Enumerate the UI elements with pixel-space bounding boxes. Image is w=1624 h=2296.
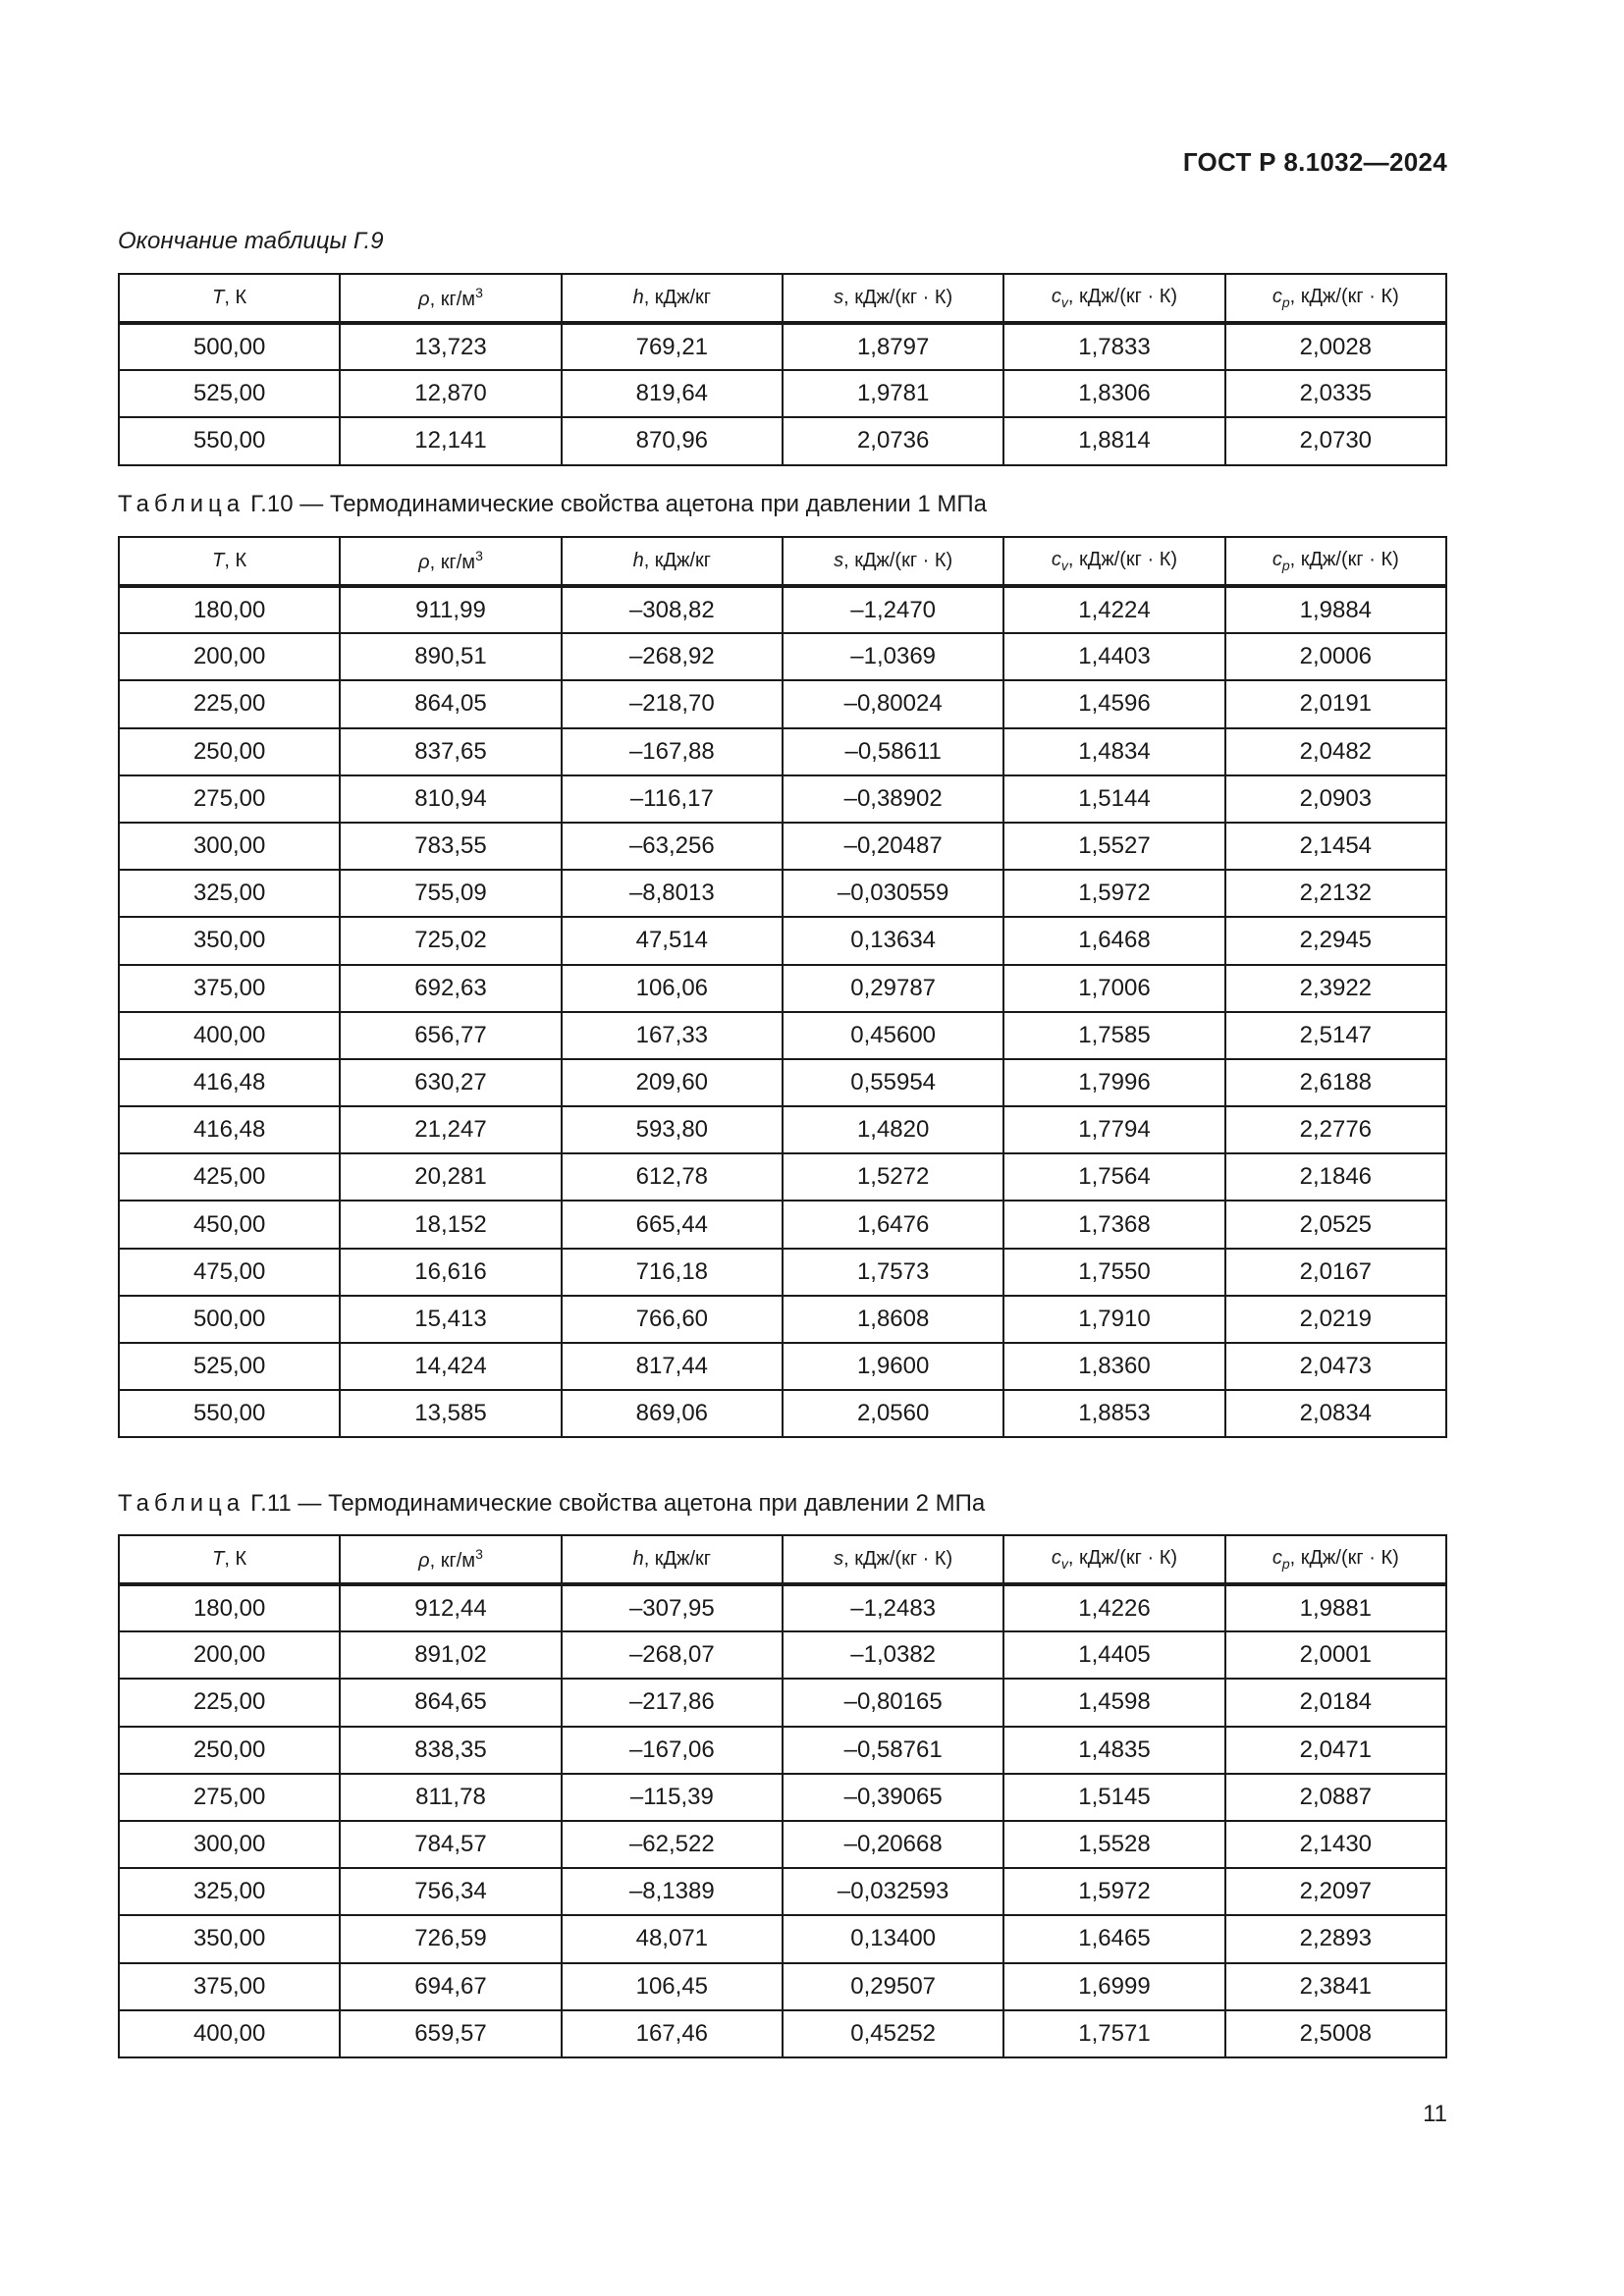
cell-rho: 12,141 (340, 417, 561, 464)
table-row (119, 1201, 1446, 1248)
cell-cv: 1,5145 (1003, 1774, 1224, 1821)
cell-s: –0,030559 (783, 870, 1003, 917)
cell-cp: 2,0028 (1225, 323, 1446, 370)
cell-h: –217,86 (562, 1679, 783, 1726)
cell-cp: 1,9884 (1225, 586, 1446, 633)
cell-T: 225,00 (119, 680, 340, 727)
table-row (119, 1679, 1446, 1726)
cell-rho: 783,55 (340, 823, 561, 870)
table-row (119, 633, 1446, 680)
table-header (119, 274, 1446, 323)
cell-rho: 912,44 (340, 1584, 561, 1631)
cell-T: 250,00 (119, 728, 340, 775)
cell-s: –0,38902 (783, 775, 1003, 823)
cell-rho: 13,723 (340, 323, 561, 370)
cell-rho: 630,27 (340, 1059, 561, 1106)
table-g11 (118, 1534, 1447, 2058)
cell-T: 400,00 (119, 1012, 340, 1059)
column-header-cp: $c_p$, кДж/(кг · К) (1225, 537, 1446, 586)
cell-cv: 1,8814 (1003, 417, 1224, 464)
table-row (119, 1106, 1446, 1153)
table-row (119, 1821, 1446, 1868)
cell-s: 0,29507 (783, 1963, 1003, 2010)
caption-text: Г.10 — Термодинамические свойства ацетона при давлении 1 МПа (250, 491, 987, 517)
cell-cv: 1,6468 (1003, 917, 1224, 964)
cell-h: 766,60 (562, 1296, 783, 1343)
cell-s: 0,45252 (783, 2010, 1003, 2057)
cell-T: 425,00 (119, 1153, 340, 1201)
cell-cp: 2,0473 (1225, 1343, 1446, 1390)
cell-cp: 2,0482 (1225, 728, 1446, 775)
table-g10 (118, 536, 1447, 1438)
cell-T: 525,00 (119, 1343, 340, 1390)
cell-rho: 756,34 (340, 1868, 561, 1915)
cell-rho: 12,870 (340, 370, 561, 417)
cell-cv: 1,7996 (1003, 1059, 1224, 1106)
table-body (119, 323, 1446, 465)
table-row (119, 1343, 1446, 1390)
cell-cv: 1,7550 (1003, 1249, 1224, 1296)
cell-cv: 1,7368 (1003, 1201, 1224, 1248)
cell-cv: 1,4224 (1003, 586, 1224, 633)
cell-T: 416,48 (119, 1106, 340, 1153)
cell-h: –268,92 (562, 633, 783, 680)
table-row (119, 586, 1446, 633)
cell-T: 500,00 (119, 1296, 340, 1343)
cell-T: 180,00 (119, 1584, 340, 1631)
cell-s: –0,20487 (783, 823, 1003, 870)
cell-T: 525,00 (119, 370, 340, 417)
cell-T: 180,00 (119, 586, 340, 633)
cell-h: 593,80 (562, 1106, 783, 1153)
cell-h: –115,39 (562, 1774, 783, 1821)
cell-T: 550,00 (119, 1390, 340, 1437)
cell-rho: 755,09 (340, 870, 561, 917)
column-header-cv: $c_v$, кДж/(кг · К) (1003, 274, 1224, 323)
caption-prefix: Таблица (118, 1490, 245, 1517)
cell-cv: 1,8306 (1003, 370, 1224, 417)
cell-cv: 1,4226 (1003, 1584, 1224, 1631)
cell-h: –218,70 (562, 680, 783, 727)
cell-s: 1,5272 (783, 1153, 1003, 1201)
cell-cv: 1,7585 (1003, 1012, 1224, 1059)
cell-h: 612,78 (562, 1153, 783, 1201)
cell-rho: 891,02 (340, 1631, 561, 1679)
cell-T: 250,00 (119, 1727, 340, 1774)
table-row (119, 1868, 1446, 1915)
cell-h: 819,64 (562, 370, 783, 417)
table-g10-caption (118, 491, 987, 518)
cell-s: 2,0736 (783, 417, 1003, 464)
cell-s: 2,0560 (783, 1390, 1003, 1437)
cell-cp: 2,2893 (1225, 1915, 1446, 1962)
cell-h: 870,96 (562, 417, 783, 464)
cell-T: 375,00 (119, 1963, 340, 2010)
table-row (119, 823, 1446, 870)
cell-cv: 1,5527 (1003, 823, 1224, 870)
cell-cp: 2,0834 (1225, 1390, 1446, 1437)
cell-cp: 2,6188 (1225, 1059, 1446, 1106)
cell-s: 1,8608 (783, 1296, 1003, 1343)
table-row (119, 417, 1446, 464)
cell-T: 350,00 (119, 1915, 340, 1962)
table-row (119, 323, 1446, 370)
cell-h: 665,44 (562, 1201, 783, 1248)
cell-cv: 1,6465 (1003, 1915, 1224, 1962)
cell-rho: 20,281 (340, 1153, 561, 1201)
column-header-rho: ρ, $кг/м^3$ (340, 537, 561, 586)
cell-s: 1,9600 (783, 1343, 1003, 1390)
cell-rho: 694,67 (340, 1963, 561, 2010)
table-row (119, 1915, 1446, 1962)
cell-cp: 2,0887 (1225, 1774, 1446, 1821)
cell-cv: 1,7564 (1003, 1153, 1224, 1201)
table-header (119, 537, 1446, 586)
cell-cp: 2,5147 (1225, 1012, 1446, 1059)
cell-cv: 1,4596 (1003, 680, 1224, 727)
cell-rho: 838,35 (340, 1727, 561, 1774)
cell-s: –0,58611 (783, 728, 1003, 775)
cell-h: –268,07 (562, 1631, 783, 1679)
page-number: 11 (1423, 2101, 1447, 2127)
cell-cv: 1,4835 (1003, 1727, 1224, 1774)
cell-s: –0,20668 (783, 1821, 1003, 1868)
table-g9-continuation-caption: Окончание таблицы Г.9 (118, 228, 384, 254)
column-header-rho: ρ, $кг/м^3$ (340, 1535, 561, 1584)
cell-s: –0,032593 (783, 1868, 1003, 1915)
table-row (119, 728, 1446, 775)
cell-cp: 2,0335 (1225, 370, 1446, 417)
cell-cv: 1,7833 (1003, 323, 1224, 370)
table-row (119, 1774, 1446, 1821)
table-g9 (118, 273, 1447, 466)
header-row (119, 274, 1446, 323)
cell-cp: 2,1846 (1225, 1153, 1446, 1201)
cell-h: 869,06 (562, 1390, 783, 1437)
table-row (119, 1153, 1446, 1201)
cell-cp: 2,0471 (1225, 1727, 1446, 1774)
cell-cv: 1,5972 (1003, 1868, 1224, 1915)
document-code: ГОСТ Р 8.1032—2024 (1182, 147, 1447, 177)
cell-h: 47,514 (562, 917, 783, 964)
cell-T: 200,00 (119, 1631, 340, 1679)
cell-cv: 1,5528 (1003, 1821, 1224, 1868)
cell-h: –8,8013 (562, 870, 783, 917)
cell-s: –0,39065 (783, 1774, 1003, 1821)
cell-cv: 1,7794 (1003, 1106, 1224, 1153)
header-row (119, 1535, 1446, 1584)
cell-h: 716,18 (562, 1249, 783, 1296)
cell-rho: 911,99 (340, 586, 561, 633)
column-header-cp: $c_p$, кДж/(кг · К) (1225, 1535, 1446, 1584)
cell-cv: 1,7910 (1003, 1296, 1224, 1343)
cell-T: 350,00 (119, 917, 340, 964)
table-row (119, 370, 1446, 417)
cell-h: 209,60 (562, 1059, 783, 1106)
cell-cv: 1,4834 (1003, 728, 1224, 775)
cell-cv: 1,7571 (1003, 2010, 1224, 2057)
cell-cp: 2,0903 (1225, 775, 1446, 823)
column-header-h: h, кДж/кг (562, 537, 783, 586)
cell-rho: 16,616 (340, 1249, 561, 1296)
cell-cv: 1,4598 (1003, 1679, 1224, 1726)
cell-cp: 2,2945 (1225, 917, 1446, 964)
cell-h: 106,06 (562, 965, 783, 1012)
cell-s: –1,0382 (783, 1631, 1003, 1679)
cell-h: –63,256 (562, 823, 783, 870)
cell-T: 400,00 (119, 2010, 340, 2057)
table-row (119, 2010, 1446, 2057)
cell-cv: 1,5144 (1003, 775, 1224, 823)
cell-T: 475,00 (119, 1249, 340, 1296)
cell-rho: 784,57 (340, 1821, 561, 1868)
cell-T: 200,00 (119, 633, 340, 680)
cell-cp: 2,3841 (1225, 1963, 1446, 2010)
column-header-T: T, К (119, 1535, 340, 1584)
cell-s: –1,0369 (783, 633, 1003, 680)
cell-s: 0,13400 (783, 1915, 1003, 1962)
column-header-h: h, кДж/кг (562, 274, 783, 323)
cell-T: 300,00 (119, 823, 340, 870)
table-row (119, 1963, 1446, 2010)
cell-T: 225,00 (119, 1679, 340, 1726)
table-header (119, 1535, 1446, 1584)
cell-rho: 18,152 (340, 1201, 561, 1248)
table-body (119, 586, 1446, 1437)
cell-T: 375,00 (119, 965, 340, 1012)
cell-s: 0,45600 (783, 1012, 1003, 1059)
cell-T: 275,00 (119, 775, 340, 823)
cell-cv: 1,8853 (1003, 1390, 1224, 1437)
cell-T: 450,00 (119, 1201, 340, 1248)
cell-h: –307,95 (562, 1584, 783, 1631)
table-row (119, 1249, 1446, 1296)
table-row (119, 1727, 1446, 1774)
cell-cv: 1,6999 (1003, 1963, 1224, 2010)
cell-T: 325,00 (119, 870, 340, 917)
cell-cp: 2,0006 (1225, 633, 1446, 680)
cell-rho: 659,57 (340, 2010, 561, 2057)
cell-s: 1,4820 (783, 1106, 1003, 1153)
cell-rho: 726,59 (340, 1915, 561, 1962)
column-header-cv: $c_v$, кДж/(кг · К) (1003, 537, 1224, 586)
cell-cp: 2,3922 (1225, 965, 1446, 1012)
cell-cp: 2,1454 (1225, 823, 1446, 870)
table-row (119, 1296, 1446, 1343)
cell-rho: 21,247 (340, 1106, 561, 1153)
cell-s: 0,55954 (783, 1059, 1003, 1106)
column-header-cp: $c_p$, кДж/(кг · К) (1225, 274, 1446, 323)
table-row (119, 1390, 1446, 1437)
cell-rho: 864,65 (340, 1679, 561, 1726)
table-row (119, 1631, 1446, 1679)
cell-T: 325,00 (119, 1868, 340, 1915)
cell-rho: 13,585 (340, 1390, 561, 1437)
cell-cp: 2,0525 (1225, 1201, 1446, 1248)
cell-cp: 2,2097 (1225, 1868, 1446, 1915)
cell-h: –62,522 (562, 1821, 783, 1868)
cell-h: –167,06 (562, 1727, 783, 1774)
table-row (119, 1584, 1446, 1631)
cell-cp: 2,0184 (1225, 1679, 1446, 1726)
cell-s: 1,9781 (783, 370, 1003, 417)
table-row (119, 1012, 1446, 1059)
cell-cp: 2,0219 (1225, 1296, 1446, 1343)
cell-cv: 1,4403 (1003, 633, 1224, 680)
cell-T: 275,00 (119, 1774, 340, 1821)
cell-rho: 810,94 (340, 775, 561, 823)
table-row (119, 870, 1446, 917)
cell-cv: 1,8360 (1003, 1343, 1224, 1390)
table-row (119, 965, 1446, 1012)
table-row (119, 775, 1446, 823)
cell-rho: 837,65 (340, 728, 561, 775)
cell-h: 167,46 (562, 2010, 783, 2057)
cell-h: –308,82 (562, 586, 783, 633)
table-row (119, 1059, 1446, 1106)
cell-T: 550,00 (119, 417, 340, 464)
cell-rho: 890,51 (340, 633, 561, 680)
cell-s: –0,80024 (783, 680, 1003, 727)
cell-rho: 725,02 (340, 917, 561, 964)
cell-h: –116,17 (562, 775, 783, 823)
cell-s: 1,8797 (783, 323, 1003, 370)
cell-rho: 14,424 (340, 1343, 561, 1390)
cell-cp: 2,0001 (1225, 1631, 1446, 1679)
cell-rho: 864,05 (340, 680, 561, 727)
cell-cv: 1,5972 (1003, 870, 1224, 917)
column-header-s: s, кДж/(кг · К) (783, 274, 1003, 323)
cell-cv: 1,4405 (1003, 1631, 1224, 1679)
cell-h: 167,33 (562, 1012, 783, 1059)
cell-s: –1,2470 (783, 586, 1003, 633)
cell-cv: 1,7006 (1003, 965, 1224, 1012)
cell-s: 0,29787 (783, 965, 1003, 1012)
table-row (119, 680, 1446, 727)
cell-rho: 692,63 (340, 965, 561, 1012)
cell-h: 106,45 (562, 1963, 783, 2010)
header-row (119, 537, 1446, 586)
cell-s: –0,58761 (783, 1727, 1003, 1774)
cell-cp: 2,0167 (1225, 1249, 1446, 1296)
table-g11-caption (118, 1490, 985, 1518)
cell-cp: 1,9881 (1225, 1584, 1446, 1631)
cell-T: 416,48 (119, 1059, 340, 1106)
cell-cp: 2,2132 (1225, 870, 1446, 917)
cell-h: 769,21 (562, 323, 783, 370)
caption-text: Г.11 — Термодинамические свойства ацетона при давлении 2 МПа (250, 1490, 986, 1517)
cell-cp: 2,2776 (1225, 1106, 1446, 1153)
caption-prefix: Таблица (118, 491, 245, 517)
cell-h: –8,1389 (562, 1868, 783, 1915)
column-header-s: s, кДж/(кг · К) (783, 1535, 1003, 1584)
cell-cp: 2,1430 (1225, 1821, 1446, 1868)
column-header-s: s, кДж/(кг · К) (783, 537, 1003, 586)
cell-s: 1,7573 (783, 1249, 1003, 1296)
cell-T: 500,00 (119, 323, 340, 370)
column-header-rho: ρ, $кг/м^3$ (340, 274, 561, 323)
column-header-T: T, К (119, 274, 340, 323)
cell-rho: 15,413 (340, 1296, 561, 1343)
cell-s: 1,6476 (783, 1201, 1003, 1248)
cell-cp: 2,5008 (1225, 2010, 1446, 2057)
cell-s: –0,80165 (783, 1679, 1003, 1726)
cell-cp: 2,0191 (1225, 680, 1446, 727)
cell-s: 0,13634 (783, 917, 1003, 964)
cell-h: 817,44 (562, 1343, 783, 1390)
column-header-h: h, кДж/кг (562, 1535, 783, 1584)
cell-h: 48,071 (562, 1915, 783, 1962)
column-header-cv: $c_v$, кДж/(кг · К) (1003, 1535, 1224, 1584)
cell-T: 300,00 (119, 1821, 340, 1868)
table-row (119, 917, 1446, 964)
cell-rho: 811,78 (340, 1774, 561, 1821)
cell-h: –167,88 (562, 728, 783, 775)
column-header-T: T, К (119, 537, 340, 586)
table-body (119, 1584, 1446, 2057)
cell-s: –1,2483 (783, 1584, 1003, 1631)
cell-rho: 656,77 (340, 1012, 561, 1059)
cell-cp: 2,0730 (1225, 417, 1446, 464)
